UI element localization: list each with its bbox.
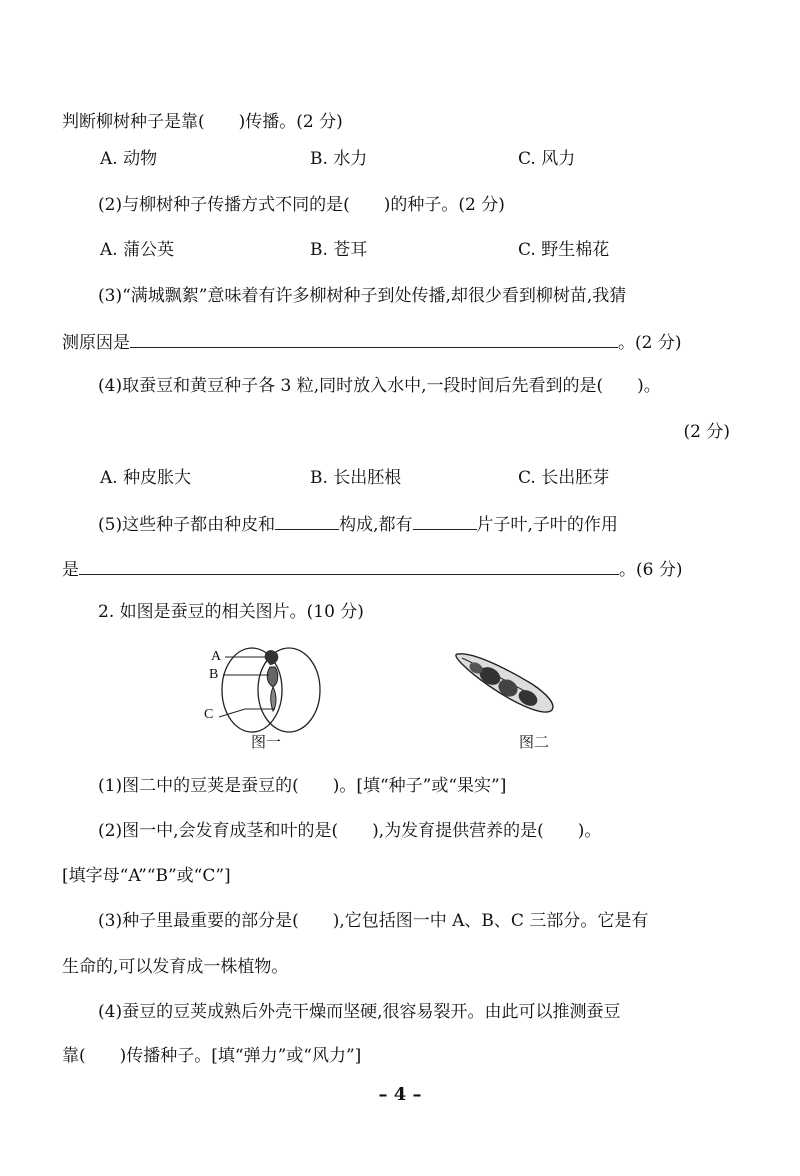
q1-5-answer-line	[62, 556, 682, 582]
q1-5-answer-blank[interactable]	[79, 556, 619, 575]
page-number: – 4 –	[378, 1084, 422, 1105]
figure-1-seed-diagram	[205, 645, 335, 740]
q1-2-option-b[interactable]: B. 苍耳	[310, 240, 368, 260]
q1-2-option-a[interactable]: A. 蒲公英	[100, 240, 175, 260]
hypocotyl	[267, 667, 278, 687]
q1-5-blank-1[interactable]	[275, 511, 339, 530]
q2-2-hint: [填字母“A”“B”或“C”]	[62, 866, 231, 886]
plumule	[265, 650, 279, 665]
q1-1-option-b[interactable]: B. 水力	[310, 149, 368, 169]
radicle	[271, 687, 276, 711]
q1-5-part3: 片子叶,子叶的作用	[476, 515, 618, 535]
q1-1-stem: 判断柳树种子是靠( )传播。(2 分)	[62, 112, 343, 132]
q1-5-part2: 构成,都有	[339, 515, 413, 535]
q1-4-option-c[interactable]: C. 长出胚芽	[518, 468, 610, 488]
q1-3-points: 。(2 分)	[618, 333, 682, 353]
q2-3-continuation: 生命的,可以发育成一株植物。	[62, 957, 289, 977]
figure-1-caption: 图一	[251, 733, 282, 751]
q1-4-stem: (4)取蚕豆和黄豆种子各 3 粒,同时放入水中,一段时间后先看到的是( )。	[98, 376, 661, 396]
q1-5-blank-2[interactable]	[413, 511, 477, 530]
label-line-c	[219, 709, 245, 717]
q1-3-answer-blank[interactable]	[130, 329, 618, 348]
q2-1-stem: (1)图二中的豆荚是蚕豆的( )。[填“种子”或“果实”]	[98, 776, 507, 796]
fig1-label-b: B	[209, 667, 219, 682]
figure-2-caption: 图二	[519, 733, 550, 751]
q1-5-points: 。(6 分)	[619, 560, 683, 580]
fig1-label-a: A	[211, 649, 222, 664]
q2-title: 2. 如图是蚕豆的相关图片。(10 分)	[98, 602, 364, 622]
figure-2-pod-diagram	[452, 648, 562, 718]
q1-3-answer-line	[62, 329, 681, 355]
q1-5-part1: (5)这些种子都由种皮和	[98, 515, 276, 535]
q2-2-stem: (2)图一中,会发育成茎和叶的是( ),为发育提供营养的是( )。	[98, 821, 602, 841]
q1-5-stem	[98, 511, 618, 537]
q2-4-continuation: 靠( )传播种子。[填“弹力”或“风力”]	[62, 1046, 362, 1066]
q1-4-option-b[interactable]: B. 长出胚根	[310, 468, 402, 488]
q1-1-option-c[interactable]: C. 风力	[518, 149, 576, 169]
q1-3-lead: 测原因是	[62, 333, 130, 353]
q1-5-lead: 是	[62, 560, 79, 580]
q1-3-stem: (3)“满城飘絮”意味着有许多柳树种子到处传播,却很少看到柳树苗,我猜	[98, 286, 627, 306]
q1-4-points: (2 分)	[683, 422, 730, 442]
fig1-label-c: C	[204, 707, 214, 722]
q1-4-option-a[interactable]: A. 种皮胀大	[100, 468, 192, 488]
q1-2-option-c[interactable]: C. 野生棉花	[518, 240, 610, 260]
q2-4-stem: (4)蚕豆的豆荚成熟后外壳干燥而坚硬,很容易裂开。由此可以推测蚕豆	[98, 1002, 621, 1022]
q1-2-stem: (2)与柳树种子传播方式不同的是( )的种子。(2 分)	[98, 195, 505, 215]
q2-3-stem: (3)种子里最重要的部分是( ),它包括图一中 A、B、C 三部分。它是有	[98, 911, 649, 931]
q1-1-option-a[interactable]: A. 动物	[100, 149, 158, 169]
